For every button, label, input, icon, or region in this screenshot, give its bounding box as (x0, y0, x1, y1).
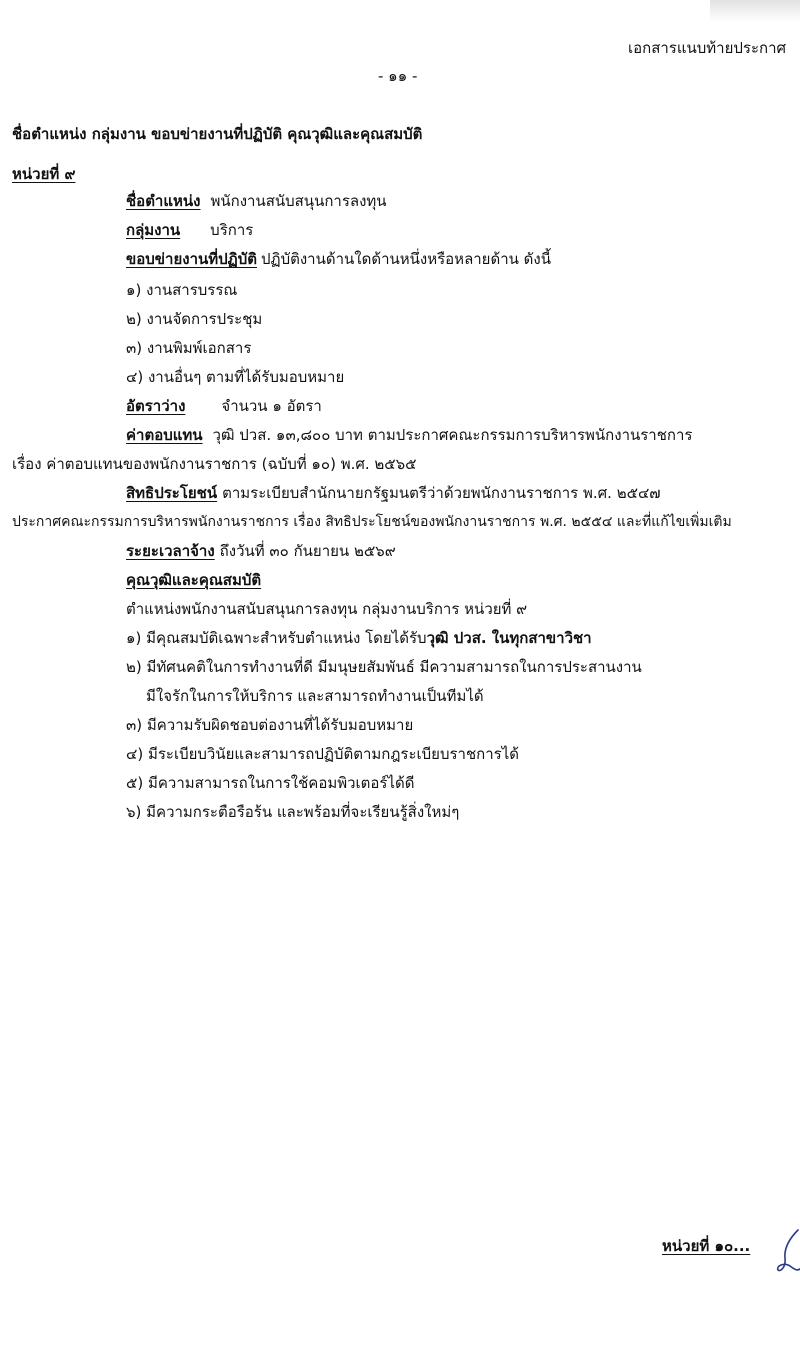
scope-label: ขอบข่ายงานที่ปฏิบัติ (126, 250, 257, 268)
compensation-line2: เรื่อง ค่าตอบแทนของพนักงานราชการ (ฉบับที่ ๑๐) พ.ศ. ๒๕๖๕ (12, 455, 417, 473)
duration-value: ถึงวันที่ ๓๐ กันยายน ๒๕๖๙ (219, 542, 396, 560)
position-row (126, 191, 387, 211)
position-label: ชื่อตำแหน่ง (126, 192, 201, 210)
scope-value: ปฏิบัติงานด้านใดด้านหนึ่งหรือหลายด้าน ดังนี้ (261, 250, 551, 268)
doc-title: ชื่อตำแหน่ง กลุ่มงาน ขอบข่ายงานที่ปฏิบัติ คุณวุฒิและคุณสมบัติ (12, 125, 423, 143)
qualification-item: ๔) มีระเบียบวินัยและสามารถปฏิบัติตามกฎระเบียบราชการได้ (126, 745, 519, 763)
qualification-item-continued: มีใจรักในการให้บริการ และสามารถทำงานเป็นทีมได้ (146, 687, 484, 705)
qualifications-label: คุณวุฒิและคุณสมบัติ (126, 571, 262, 589)
qualification-item (126, 628, 592, 648)
vacancy-value: จำนวน ๑ อัตรา (221, 397, 322, 415)
vacancy-label: อัตราว่าง (126, 397, 186, 415)
duration-row (126, 541, 396, 561)
scope-item: ๒) งานจัดการประชุม (126, 310, 263, 328)
signature-icon (776, 1228, 800, 1274)
qualification-item: ๕) มีความสามารถในการใช้คอมพิวเตอร์ได้ดี (126, 774, 415, 792)
group-row (126, 220, 253, 240)
scope-item: ๓) งานพิมพ์เอกสาร (126, 339, 252, 357)
qualification-item1-prefix: ๑) มีคุณสมบัติเฉพาะสำหรับตำแหน่ง โดยได้รับ (126, 629, 427, 647)
scope-item: ๑) งานสารบรรณ (126, 281, 238, 299)
attachment-label: เอกสารแนบท้ายประกาศ (628, 39, 787, 57)
compensation-row (126, 425, 692, 445)
qualifications-intro: ตำแหน่งพนักงานสนับสนุนการลงทุน กลุ่มงานบริการ หน่วยที่ ๙ (126, 600, 528, 618)
scope-item: ๔) งานอื่นๆ ตามที่ได้รับมอบหมาย (126, 368, 345, 386)
qualification-item: ๖) มีความกระตือรือร้น และพร้อมที่จะเรียนรู้สิ่งใหม่ๆ (126, 803, 460, 821)
benefits-line1: ตามระเบียบสำนักนายกรัฐมนตรีว่าด้วยพนักงานราชการ พ.ศ. ๒๕๔๗ (222, 484, 661, 502)
benefits-label: สิทธิประโยชน์ (126, 484, 218, 502)
qualification-item1-degree: วุฒิ ปวส. ในทุกสาขาวิชา (426, 629, 592, 647)
compensation-line1: วุฒิ ปวส. ๑๓,๘๐๐ บาท ตามประกาศคณะกรรมการบริหารพนักงานราชการ (212, 426, 693, 444)
page-number: - ๑๑ - (378, 67, 418, 85)
benefits-line2: ประกาศคณะกรรมการบริหารพนักงานราชการ เรื่อง สิทธิประโยชน์ของพนักงานราชการ พ.ศ. ๒๕๕๔ และที่แก้ไขเพิ่มเติม (12, 514, 732, 530)
scan-shadow (710, 0, 800, 22)
group-value: บริการ (210, 221, 254, 239)
duration-label: ระยะเวลาจ้าง (126, 542, 215, 560)
next-unit-footer: หน่วยที่ ๑๐... (662, 1237, 751, 1255)
qualification-item: ๒) มีทัศนคติในการทำงานที่ดี มีมนุษยสัมพันธ์ มีความสามารถในการประสานงาน (126, 658, 642, 676)
benefits-row (126, 483, 661, 503)
position-value: พนักงานสนับสนุนการลงทุน (210, 192, 387, 210)
compensation-label: ค่าตอบแทน (126, 426, 203, 444)
scope-row (126, 249, 551, 269)
group-label: กลุ่มงาน (126, 221, 181, 239)
vacancy-row (126, 396, 322, 416)
unit-heading: หน่วยที่ ๙ (12, 165, 76, 183)
qualification-item: ๓) มีความรับผิดชอบต่องานที่ได้รับมอบหมาย (126, 716, 414, 734)
